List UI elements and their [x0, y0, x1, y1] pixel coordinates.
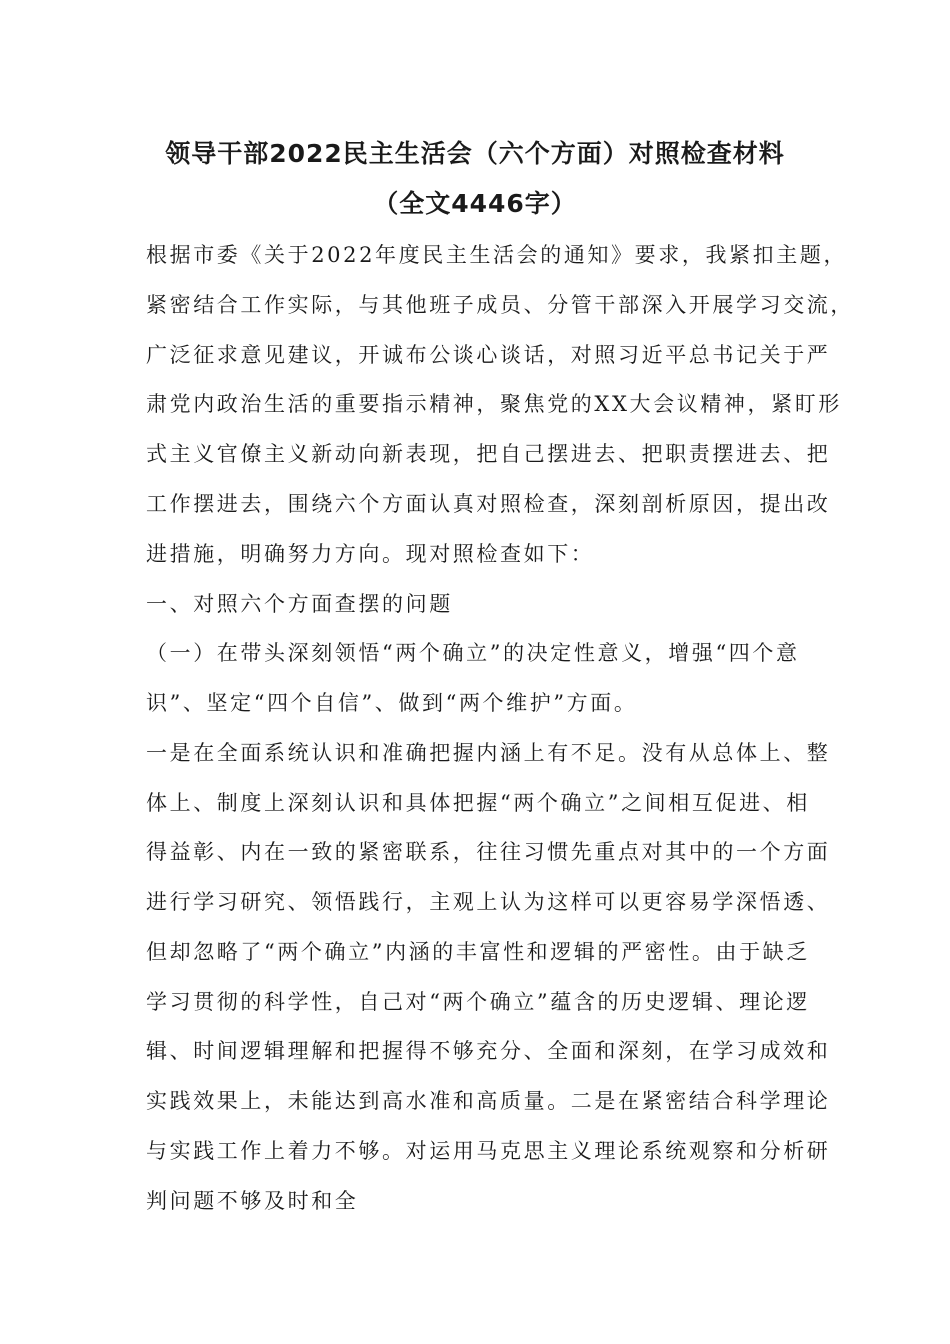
- body-line: 一是在全面系统认识和准确把握内涵上有不足。没有从总体上、整: [146, 741, 831, 765]
- body-line: 得益彰、内在一致的紧密联系，往往习惯先重点对其中的一个方面: [146, 840, 831, 864]
- body-line: 辑、时间逻辑理解和把握得不够充分、全面和深刻，在学习成效和: [146, 1039, 831, 1063]
- body-line: 判问题不够及时和全: [146, 1189, 359, 1213]
- body-line: 学习贯彻的科学性，自己对“两个确立”蕴含的历史逻辑、理论逻: [146, 990, 810, 1014]
- body-line: 与实践工作上着力不够。对运用马克思主义理论系统观察和分析研: [146, 1139, 831, 1163]
- body-line: 式主义官僚主义新动向新表现，把自己摆进去、把职责摆进去、把: [146, 442, 831, 466]
- document-subtitle: （全文4446字）: [373, 189, 577, 218]
- body-line: 进措施，明确努力方向。现对照检查如下：: [146, 542, 595, 566]
- body-line: 工作摆进去，围绕六个方面认真对照检查，深刻剖析原因，提出改: [146, 492, 831, 516]
- body-line: 进行学习研究、领悟践行，主观上认为这样可以更容易学深悟透、: [146, 890, 831, 914]
- body-line: 体上、制度上深刻认识和具体把握“两个确立”之间相互促进、相: [146, 791, 810, 815]
- body-line: 肃党内政治生活的重要指示精神，聚焦党的XX大会议精神，紧盯形: [146, 392, 842, 416]
- body-line: 根据市委《关于2022年度民主生活会的通知》要求，我紧扣主题，: [146, 243, 848, 267]
- subsection-heading: （一）在带头深刻领悟“两个确立”的决定性意义，增强“四个意: [146, 641, 800, 665]
- body-line: 但却忽略了“两个确立”内涵的丰富性和逻辑的严密性。由于缺乏: [146, 940, 810, 964]
- body-line: 紧密结合工作实际，与其他班子成员、分管干部深入开展学习交流，: [146, 293, 854, 317]
- subsection-heading-cont: 识”、坚定“四个自信”、做到“两个维护”方面。: [146, 691, 638, 715]
- body-line: 实践效果上，未能达到高水准和高质量。二是在紧密结合科学理论: [146, 1089, 831, 1113]
- section-heading: 一、对照六个方面查摆的问题: [146, 592, 453, 616]
- document-title: 领导干部2022民主生活会（六个方面）对照检查材料: [165, 139, 785, 168]
- body-line: 广泛征求意见建议，开诚布公谈心谈话，对照习近平总书记关于严: [146, 343, 831, 367]
